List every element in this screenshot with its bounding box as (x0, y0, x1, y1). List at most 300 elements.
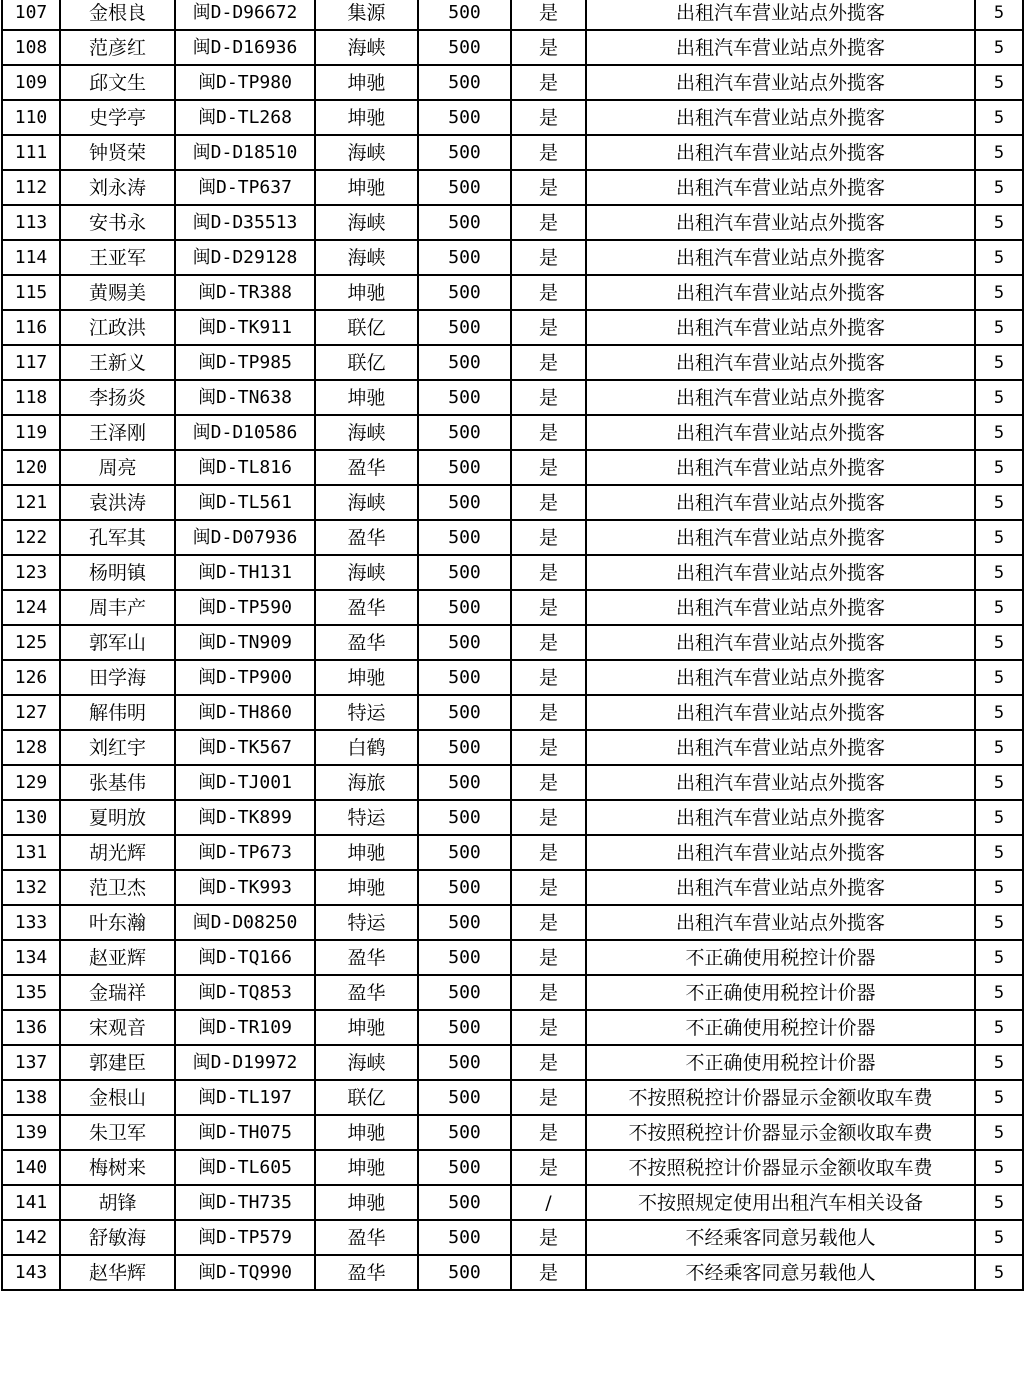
table-row (2, 240, 1023, 275)
cell-violation: 不正确使用税控计价器 (586, 1045, 975, 1080)
cell-plate-number: 闽D-TK993 (175, 870, 315, 905)
cell-driver-name: 王泽刚 (60, 415, 175, 450)
cell-company: 坤驰 (315, 380, 418, 415)
cell-fine-amount: 500 (418, 695, 511, 730)
cell-fine-amount: 500 (418, 835, 511, 870)
cell-fine-amount: 500 (418, 485, 511, 520)
cell-company: 海峡 (315, 240, 418, 275)
cell-confirmed: 是 (511, 1080, 586, 1115)
cell-driver-name: 安书永 (60, 205, 175, 240)
cell-violation: 不经乘客同意另载他人 (586, 1220, 975, 1255)
cell-violation: 不按照税控计价器显示金额收取车费 (586, 1150, 975, 1185)
cell-fine-amount: 500 (418, 65, 511, 100)
table-row (2, 135, 1023, 170)
cell-fine-amount: 500 (418, 1255, 511, 1290)
table-row (2, 415, 1023, 450)
cell-company: 联亿 (315, 345, 418, 380)
cell-plate-number: 闽D-TP900 (175, 660, 315, 695)
cell-company: 特运 (315, 905, 418, 940)
cell-company: 海峡 (315, 205, 418, 240)
cell-plate-number: 闽D-TH131 (175, 555, 315, 590)
cell-confirmed: 是 (511, 1045, 586, 1080)
cell-violation: 不正确使用税控计价器 (586, 1010, 975, 1045)
cell-plate-number: 闽D-D18510 (175, 135, 315, 170)
table-row (2, 695, 1023, 730)
cell-driver-name: 孔军其 (60, 520, 175, 555)
cell-confirmed: 是 (511, 555, 586, 590)
cell-points: 5 (975, 695, 1023, 730)
cell-driver-name: 朱卫军 (60, 1115, 175, 1150)
cell-points: 5 (975, 100, 1023, 135)
cell-row-number: 129 (2, 765, 60, 800)
cell-row-number: 132 (2, 870, 60, 905)
cell-fine-amount: 500 (418, 450, 511, 485)
cell-plate-number: 闽D-TP579 (175, 1220, 315, 1255)
cell-driver-name: 舒敏海 (60, 1220, 175, 1255)
cell-fine-amount: 500 (418, 240, 511, 275)
cell-row-number: 137 (2, 1045, 60, 1080)
cell-plate-number: 闽D-TQ990 (175, 1255, 315, 1290)
cell-company: 盈华 (315, 940, 418, 975)
cell-confirmed: 是 (511, 975, 586, 1010)
cell-plate-number: 闽D-TQ853 (175, 975, 315, 1010)
cell-driver-name: 胡光辉 (60, 835, 175, 870)
cell-plate-number: 闽D-TK567 (175, 730, 315, 765)
cell-violation: 出租汽车营业站点外揽客 (586, 450, 975, 485)
cell-driver-name: 赵亚辉 (60, 940, 175, 975)
cell-driver-name: 田学海 (60, 660, 175, 695)
cell-points: 5 (975, 555, 1023, 590)
cell-row-number: 122 (2, 520, 60, 555)
cell-confirmed: 是 (511, 100, 586, 135)
cell-row-number: 121 (2, 485, 60, 520)
cell-driver-name: 李扬炎 (60, 380, 175, 415)
cell-violation: 出租汽车营业站点外揽客 (586, 695, 975, 730)
cell-fine-amount: 500 (418, 1080, 511, 1115)
cell-row-number: 113 (2, 205, 60, 240)
cell-company: 坤驰 (315, 1185, 418, 1220)
cell-driver-name: 黄赐美 (60, 275, 175, 310)
cell-fine-amount: 500 (418, 345, 511, 380)
cell-points: 5 (975, 65, 1023, 100)
cell-row-number: 112 (2, 170, 60, 205)
cell-fine-amount: 500 (418, 975, 511, 1010)
cell-violation: 出租汽车营业站点外揽客 (586, 30, 975, 65)
cell-driver-name: 史学亭 (60, 100, 175, 135)
table-row (2, 65, 1023, 100)
cell-points: 5 (975, 1080, 1023, 1115)
cell-confirmed: 是 (511, 170, 586, 205)
cell-row-number: 125 (2, 625, 60, 660)
cell-row-number: 142 (2, 1220, 60, 1255)
cell-driver-name: 刘红宇 (60, 730, 175, 765)
table-row (2, 485, 1023, 520)
cell-fine-amount: 500 (418, 1220, 511, 1255)
cell-fine-amount: 500 (418, 415, 511, 450)
cell-plate-number: 闽D-D96672 (175, 0, 315, 30)
cell-row-number: 119 (2, 415, 60, 450)
cell-fine-amount: 500 (418, 100, 511, 135)
cell-row-number: 110 (2, 100, 60, 135)
cell-plate-number: 闽D-TP980 (175, 65, 315, 100)
cell-points: 5 (975, 835, 1023, 870)
cell-points: 5 (975, 870, 1023, 905)
cell-plate-number: 闽D-TP673 (175, 835, 315, 870)
cell-plate-number: 闽D-TK899 (175, 800, 315, 835)
table-row (2, 1255, 1023, 1290)
cell-violation: 出租汽车营业站点外揽客 (586, 800, 975, 835)
cell-plate-number: 闽D-D35513 (175, 205, 315, 240)
cell-driver-name: 王新义 (60, 345, 175, 380)
cell-fine-amount: 500 (418, 1115, 511, 1150)
cell-points: 5 (975, 625, 1023, 660)
cell-violation: 出租汽车营业站点外揽客 (586, 275, 975, 310)
cell-plate-number: 闽D-TL268 (175, 100, 315, 135)
cell-row-number: 117 (2, 345, 60, 380)
cell-confirmed: 是 (511, 240, 586, 275)
cell-fine-amount: 500 (418, 905, 511, 940)
cell-violation: 出租汽车营业站点外揽客 (586, 905, 975, 940)
cell-plate-number: 闽D-TH735 (175, 1185, 315, 1220)
cell-driver-name: 王亚军 (60, 240, 175, 275)
cell-row-number: 115 (2, 275, 60, 310)
table-row (2, 975, 1023, 1010)
cell-fine-amount: 500 (418, 800, 511, 835)
cell-company: 联亿 (315, 310, 418, 345)
cell-plate-number: 闽D-TP985 (175, 345, 315, 380)
cell-driver-name: 夏明放 (60, 800, 175, 835)
cell-violation: 出租汽车营业站点外揽客 (586, 100, 975, 135)
cell-plate-number: 闽D-D08250 (175, 905, 315, 940)
cell-row-number: 111 (2, 135, 60, 170)
cell-points: 5 (975, 205, 1023, 240)
cell-company: 海峡 (315, 30, 418, 65)
cell-company: 坤驰 (315, 835, 418, 870)
cell-company: 坤驰 (315, 660, 418, 695)
table-row (2, 765, 1023, 800)
cell-points: 5 (975, 135, 1023, 170)
cell-fine-amount: 500 (418, 765, 511, 800)
cell-violation: 出租汽车营业站点外揽客 (586, 345, 975, 380)
cell-fine-amount: 500 (418, 135, 511, 170)
cell-violation: 出租汽车营业站点外揽客 (586, 835, 975, 870)
cell-row-number: 134 (2, 940, 60, 975)
table-row (2, 1080, 1023, 1115)
cell-violation: 出租汽车营业站点外揽客 (586, 135, 975, 170)
cell-fine-amount: 500 (418, 170, 511, 205)
cell-fine-amount: 500 (418, 380, 511, 415)
cell-confirmed: / (511, 1185, 586, 1220)
cell-violation: 出租汽车营业站点外揽客 (586, 170, 975, 205)
cell-driver-name: 郭建臣 (60, 1045, 175, 1080)
cell-fine-amount: 500 (418, 1150, 511, 1185)
cell-company: 坤驰 (315, 275, 418, 310)
cell-plate-number: 闽D-TQ166 (175, 940, 315, 975)
cell-violation: 出租汽车营业站点外揽客 (586, 0, 975, 30)
cell-plate-number: 闽D-TP637 (175, 170, 315, 205)
cell-fine-amount: 500 (418, 1045, 511, 1080)
cell-company: 海峡 (315, 135, 418, 170)
cell-points: 5 (975, 765, 1023, 800)
cell-company: 联亿 (315, 1080, 418, 1115)
cell-driver-name: 杨明镇 (60, 555, 175, 590)
cell-confirmed: 是 (511, 485, 586, 520)
cell-driver-name: 邱文生 (60, 65, 175, 100)
cell-confirmed: 是 (511, 695, 586, 730)
table-row (2, 1010, 1023, 1045)
table-row (2, 520, 1023, 555)
cell-confirmed: 是 (511, 380, 586, 415)
cell-violation: 出租汽车营业站点外揽客 (586, 205, 975, 240)
cell-plate-number: 闽D-D19972 (175, 1045, 315, 1080)
cell-violation: 出租汽车营业站点外揽客 (586, 870, 975, 905)
cell-fine-amount: 500 (418, 30, 511, 65)
cell-confirmed: 是 (511, 450, 586, 485)
cell-violation: 出租汽车营业站点外揽客 (586, 485, 975, 520)
cell-fine-amount: 500 (418, 275, 511, 310)
cell-fine-amount: 500 (418, 0, 511, 30)
cell-row-number: 127 (2, 695, 60, 730)
cell-row-number: 135 (2, 975, 60, 1010)
cell-points: 5 (975, 1115, 1023, 1150)
cell-plate-number: 闽D-TL816 (175, 450, 315, 485)
cell-row-number: 139 (2, 1115, 60, 1150)
cell-violation: 出租汽车营业站点外揽客 (586, 310, 975, 345)
cell-points: 5 (975, 1185, 1023, 1220)
table-row (2, 1045, 1023, 1080)
cell-plate-number: 闽D-TH860 (175, 695, 315, 730)
cell-row-number: 114 (2, 240, 60, 275)
cell-plate-number: 闽D-TP590 (175, 590, 315, 625)
cell-row-number: 124 (2, 590, 60, 625)
cell-company: 盈华 (315, 520, 418, 555)
cell-points: 5 (975, 310, 1023, 345)
table-row (2, 450, 1023, 485)
cell-driver-name: 江政洪 (60, 310, 175, 345)
cell-row-number: 133 (2, 905, 60, 940)
cell-points: 5 (975, 590, 1023, 625)
cell-plate-number: 闽D-D07936 (175, 520, 315, 555)
table-row (2, 310, 1023, 345)
cell-driver-name: 范卫杰 (60, 870, 175, 905)
cell-plate-number: 闽D-TJ001 (175, 765, 315, 800)
table-row (2, 905, 1023, 940)
cell-fine-amount: 500 (418, 555, 511, 590)
cell-plate-number: 闽D-D10586 (175, 415, 315, 450)
cell-row-number: 136 (2, 1010, 60, 1045)
cell-company: 盈华 (315, 625, 418, 660)
table-row (2, 275, 1023, 310)
cell-points: 5 (975, 660, 1023, 695)
cell-plate-number: 闽D-D16936 (175, 30, 315, 65)
cell-row-number: 143 (2, 1255, 60, 1290)
cell-violation: 出租汽车营业站点外揽客 (586, 240, 975, 275)
cell-row-number: 130 (2, 800, 60, 835)
cell-points: 5 (975, 730, 1023, 765)
cell-points: 5 (975, 520, 1023, 555)
cell-row-number: 141 (2, 1185, 60, 1220)
cell-points: 5 (975, 0, 1023, 30)
cell-confirmed: 是 (511, 835, 586, 870)
cell-plate-number: 闽D-TL561 (175, 485, 315, 520)
cell-company: 坤驰 (315, 1115, 418, 1150)
cell-driver-name: 周丰产 (60, 590, 175, 625)
cell-points: 5 (975, 30, 1023, 65)
cell-row-number: 126 (2, 660, 60, 695)
cell-driver-name: 袁洪涛 (60, 485, 175, 520)
cell-points: 5 (975, 485, 1023, 520)
cell-points: 5 (975, 800, 1023, 835)
cell-plate-number: 闽D-TL605 (175, 1150, 315, 1185)
table-row (2, 940, 1023, 975)
cell-points: 5 (975, 1150, 1023, 1185)
cell-points: 5 (975, 275, 1023, 310)
cell-company: 坤驰 (315, 1150, 418, 1185)
cell-driver-name: 金瑞祥 (60, 975, 175, 1010)
cell-driver-name: 周亮 (60, 450, 175, 485)
cell-violation: 不经乘客同意另载他人 (586, 1255, 975, 1290)
cell-driver-name: 刘永涛 (60, 170, 175, 205)
cell-violation: 不按照规定使用出租汽车相关设备 (586, 1185, 975, 1220)
cell-driver-name: 梅树来 (60, 1150, 175, 1185)
table-row (2, 555, 1023, 590)
violation-table (1, 0, 1024, 1291)
cell-plate-number: 闽D-TL197 (175, 1080, 315, 1115)
cell-confirmed: 是 (511, 345, 586, 380)
cell-company: 海峡 (315, 485, 418, 520)
cell-fine-amount: 500 (418, 520, 511, 555)
table-row (2, 800, 1023, 835)
cell-company: 海峡 (315, 1045, 418, 1080)
cell-confirmed: 是 (511, 800, 586, 835)
cell-company: 坤驰 (315, 1010, 418, 1045)
cell-points: 5 (975, 380, 1023, 415)
table-row (2, 590, 1023, 625)
cell-company: 特运 (315, 800, 418, 835)
cell-points: 5 (975, 170, 1023, 205)
cell-driver-name: 宋观音 (60, 1010, 175, 1045)
cell-confirmed: 是 (511, 765, 586, 800)
cell-points: 5 (975, 415, 1023, 450)
cell-driver-name: 金根良 (60, 0, 175, 30)
cell-confirmed: 是 (511, 625, 586, 660)
cell-confirmed: 是 (511, 65, 586, 100)
cell-plate-number: 闽D-TN638 (175, 380, 315, 415)
cell-confirmed: 是 (511, 660, 586, 695)
cell-confirmed: 是 (511, 415, 586, 450)
table-row (2, 1115, 1023, 1150)
cell-plate-number: 闽D-TN909 (175, 625, 315, 660)
cell-violation: 出租汽车营业站点外揽客 (586, 765, 975, 800)
cell-confirmed: 是 (511, 0, 586, 30)
cell-confirmed: 是 (511, 1255, 586, 1290)
cell-points: 5 (975, 345, 1023, 380)
cell-driver-name: 金根山 (60, 1080, 175, 1115)
cell-violation: 出租汽车营业站点外揽客 (586, 625, 975, 660)
cell-confirmed: 是 (511, 275, 586, 310)
cell-points: 5 (975, 975, 1023, 1010)
cell-company: 坤驰 (315, 870, 418, 905)
cell-violation: 不按照税控计价器显示金额收取车费 (586, 1115, 975, 1150)
cell-fine-amount: 500 (418, 205, 511, 240)
cell-confirmed: 是 (511, 870, 586, 905)
cell-violation: 出租汽车营业站点外揽客 (586, 660, 975, 695)
cell-violation: 出租汽车营业站点外揽客 (586, 590, 975, 625)
cell-violation: 出租汽车营业站点外揽客 (586, 555, 975, 590)
cell-points: 5 (975, 1045, 1023, 1080)
cell-confirmed: 是 (511, 1010, 586, 1045)
cell-row-number: 138 (2, 1080, 60, 1115)
cell-driver-name: 叶东瀚 (60, 905, 175, 940)
cell-fine-amount: 500 (418, 870, 511, 905)
cell-violation: 不正确使用税控计价器 (586, 975, 975, 1010)
cell-confirmed: 是 (511, 310, 586, 345)
cell-driver-name: 张基伟 (60, 765, 175, 800)
cell-fine-amount: 500 (418, 1185, 511, 1220)
cell-violation: 出租汽车营业站点外揽客 (586, 380, 975, 415)
cell-company: 海旅 (315, 765, 418, 800)
cell-fine-amount: 500 (418, 590, 511, 625)
cell-driver-name: 胡锋 (60, 1185, 175, 1220)
cell-row-number: 109 (2, 65, 60, 100)
cell-row-number: 123 (2, 555, 60, 590)
table-row (2, 380, 1023, 415)
cell-plate-number: 闽D-TR109 (175, 1010, 315, 1045)
table-row (2, 1220, 1023, 1255)
cell-violation: 出租汽车营业站点外揽客 (586, 65, 975, 100)
cell-row-number: 120 (2, 450, 60, 485)
cell-confirmed: 是 (511, 1150, 586, 1185)
cell-confirmed: 是 (511, 205, 586, 240)
cell-company: 海峡 (315, 415, 418, 450)
cell-driver-name: 郭军山 (60, 625, 175, 660)
cell-fine-amount: 500 (418, 1010, 511, 1045)
cell-fine-amount: 500 (418, 660, 511, 695)
cell-confirmed: 是 (511, 30, 586, 65)
cell-confirmed: 是 (511, 905, 586, 940)
cell-row-number: 131 (2, 835, 60, 870)
cell-fine-amount: 500 (418, 730, 511, 765)
cell-confirmed: 是 (511, 940, 586, 975)
table-row (2, 30, 1023, 65)
cell-company: 盈华 (315, 975, 418, 1010)
cell-company: 白鹤 (315, 730, 418, 765)
cell-confirmed: 是 (511, 520, 586, 555)
cell-plate-number: 闽D-TH075 (175, 1115, 315, 1150)
table-row (2, 205, 1023, 240)
cell-confirmed: 是 (511, 730, 586, 765)
cell-company: 盈华 (315, 450, 418, 485)
cell-row-number: 118 (2, 380, 60, 415)
cell-plate-number: 闽D-TK911 (175, 310, 315, 345)
cell-violation: 出租汽车营业站点外揽客 (586, 415, 975, 450)
table-row (2, 835, 1023, 870)
cell-plate-number: 闽D-TR388 (175, 275, 315, 310)
cell-row-number: 140 (2, 1150, 60, 1185)
cell-points: 5 (975, 1010, 1023, 1045)
table-row (2, 660, 1023, 695)
cell-row-number: 128 (2, 730, 60, 765)
cell-confirmed: 是 (511, 1115, 586, 1150)
table-body (2, 0, 1023, 1290)
table-row (2, 625, 1023, 660)
cell-company: 海峡 (315, 555, 418, 590)
cell-driver-name: 赵华辉 (60, 1255, 175, 1290)
cell-violation: 不按照税控计价器显示金额收取车费 (586, 1080, 975, 1115)
table-row (2, 345, 1023, 380)
cell-driver-name: 范彦红 (60, 30, 175, 65)
table-row (2, 0, 1023, 30)
